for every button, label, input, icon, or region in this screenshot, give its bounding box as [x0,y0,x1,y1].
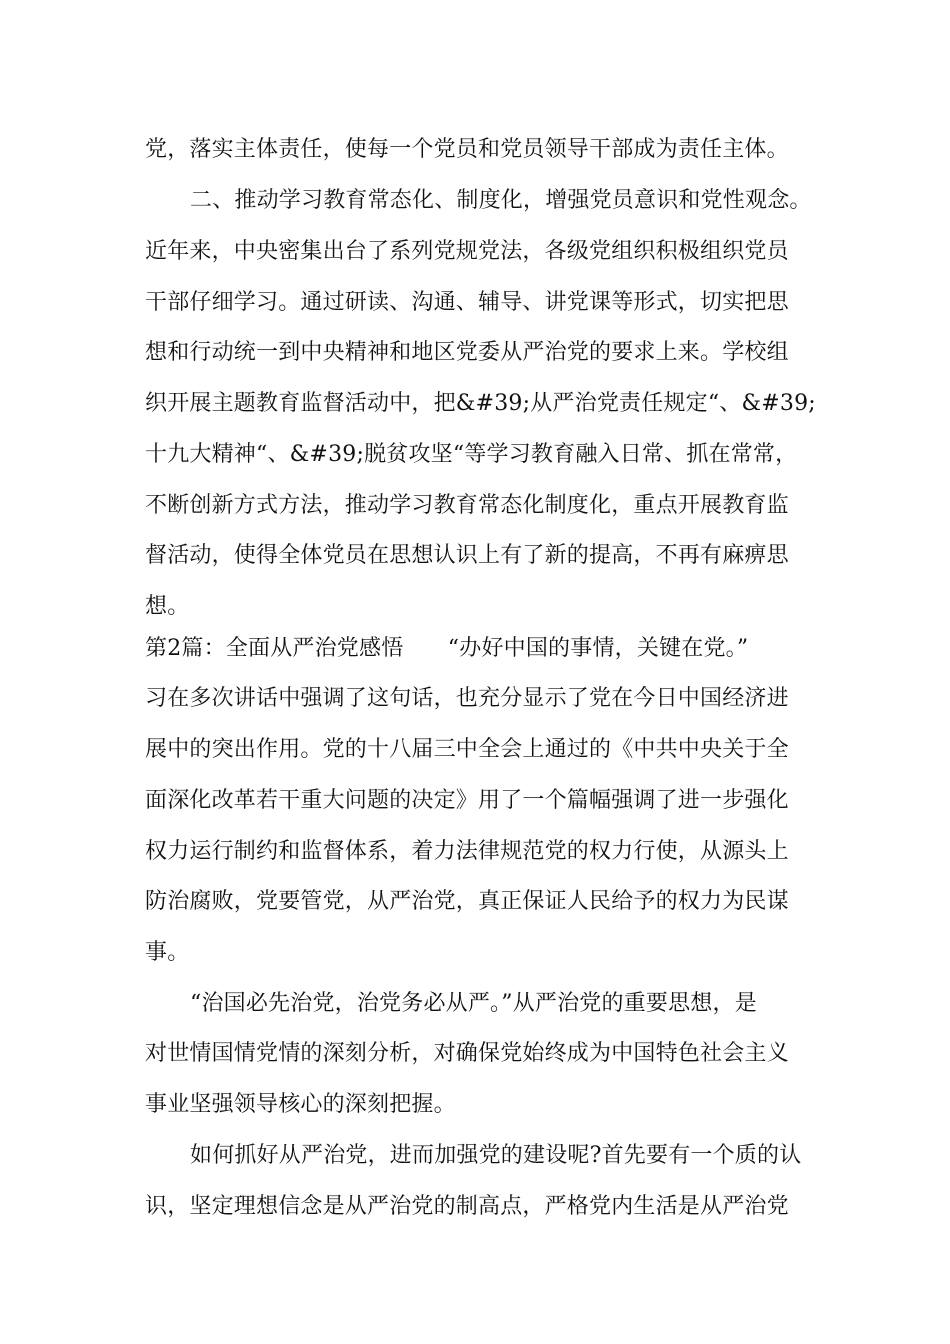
text-line: 如何抓好从严治党，进而加强党的建设呢?首先要有一个质的认 [190,1143,802,1168]
text-line: 事业坚强领导核心的深刻把握。 [145,1092,456,1117]
text-line: 识，坚定理想信念是从严治党的制高点，严格党内生活是从严治党 [145,1194,789,1219]
article-heading-line: 第2篇：全面从严治党感悟 “办好中国的事情，关键在党。” [145,636,749,661]
text-line: 展中的突出作用。党的十八届三中全会上通过的《中共中央关于全 [145,737,789,762]
text-line: 权力运行制约和监督体系，着力法律规范党的权力行使，从源头上 [145,839,789,864]
text-line: “治国必先治党，治党务必从严。”从严治党的重要思想，是 [190,991,757,1016]
text-line: 想。 [145,594,190,619]
text-line: 防治腐败，党要管党，从严治党，真正保证人民给予的权力为民谋 [145,889,789,914]
text-line: 织开展主题教育监督活动中，把&#39;从严治党责任规定“、&#39; [145,391,816,416]
text-line: 习在多次讲话中强调了这句话，也充分显示了党在今日中国经济进 [145,686,789,711]
text-line: 二、推动学习教育常态化、制度化，增强党员意识和党性观念。 [190,188,812,213]
text-line: 督活动，使得全体党员在思想认识上有了新的提高，不再有麻痹思 [145,543,789,568]
text-line: 干部仔细学习。通过研读、沟通、辅导、讲党课等形式，切实把思 [145,290,789,315]
text-line: 党，落实主体责任，使每一个党员和党员领导干部成为责任主体。 [145,137,789,162]
text-line: 想和行动统一到中央精神和地区党委从严治党的要求上来。学校组 [145,340,789,365]
text-line: 不断创新方式方法，推动学习教育常态化制度化，重点开展教育监 [145,493,789,518]
text-line: 对世情国情党情的深刻分析，对确保党始终成为中国特色社会主义 [145,1041,789,1066]
text-line: 面深化改革若干重大问题的决定》用了一个篇幅强调了进一步强化 [145,788,789,813]
text-line: 近年来，中央密集出台了系列党规党法，各级党组织积极组织党员 [145,239,789,264]
text-line: 事。 [145,940,190,965]
text-line: 十九大精神“、&#39;脱贫攻坚“等学习教育融入日常、抓在常常， [145,442,798,467]
